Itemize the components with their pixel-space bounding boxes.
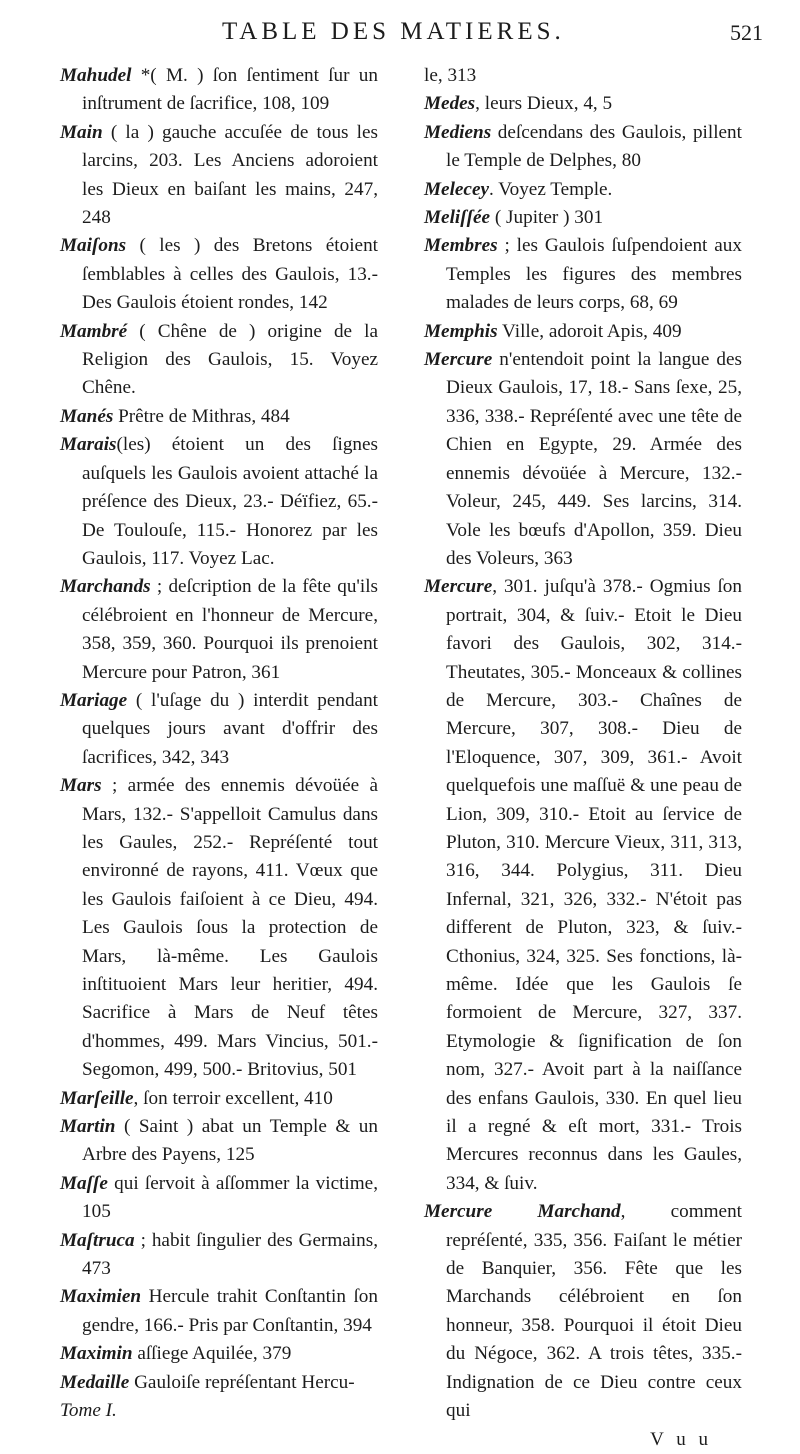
entry-headword: Mars — [60, 775, 102, 797]
entry-headword: Maiſons — [60, 235, 127, 257]
signature-mark: V u u — [650, 1428, 712, 1450]
index-entry — [60, 403, 378, 431]
index-entry — [424, 90, 742, 118]
entry-headword: Mercure Marchand — [424, 1201, 621, 1223]
entry-text: Hercule trahit Conſtantin ſon gendre, 166.- Pris par Conſtantin, 394 — [82, 1286, 378, 1336]
index-entry — [60, 1283, 378, 1340]
index-entry — [424, 176, 742, 204]
entry-text: ( Saint ) abat un Temple & un Arbre des Payens, 125 — [82, 1116, 378, 1166]
index-entry — [60, 1170, 378, 1227]
index-entry — [60, 431, 378, 573]
index-entry — [60, 1113, 378, 1170]
page-number: 521 — [730, 20, 763, 45]
index-entry — [60, 119, 378, 233]
entry-headword: Martin — [60, 1116, 116, 1138]
entry-text: ; les Gaulois ſuſpendoient aux Temples les figures des membres malades de leurs corps, 68, 69 — [446, 235, 742, 314]
index-column-right — [424, 62, 742, 1454]
entry-text: aſſiege Aquilée, 379 — [132, 1343, 292, 1365]
entry-text: Prêtre de Mithras, 484 — [113, 405, 290, 427]
index-entry — [60, 1085, 378, 1113]
entry-headword: Memphis — [424, 320, 498, 342]
running-title: TABLE DES MATIERES. — [222, 18, 565, 45]
entry-text: ( Chêne de ) origine de la Religion des Gaulois, 15. Voyez Chêne. — [82, 320, 378, 399]
index-entry — [424, 1198, 742, 1425]
entry-text: ( l'uſage du ) interdit pendant quelques jours avant d'offrir des ſacrifices, 342, 343 — [82, 689, 378, 768]
entry-text: le, 313 — [424, 65, 477, 86]
entry-text: , comment repréſenté, 335, 356. Faiſant le métier de Banquier, 356. Fête que les Marchands célébroient en ſon honneur, 358. Pourquoi il étoit Dieu du Négoce, 362. A trois têtes, 335.- Indignation de ce Dieu contre ceux qui — [446, 1201, 742, 1422]
entry-headword: Melecey — [424, 178, 489, 200]
volume-label: Tome I. — [60, 1400, 117, 1422]
index-column-left — [60, 62, 378, 1426]
entry-headword: Marſeille — [60, 1087, 134, 1109]
index-entry — [60, 573, 378, 687]
entry-text: *( M. ) ſon ſentiment ſur un inſtrument de ſacrifice, 108, 109 — [82, 65, 378, 115]
entry-text: Gauloiſe repréſentant Hercu- — [129, 1371, 355, 1393]
entry-headword: Medes — [424, 93, 476, 115]
index-entry — [424, 232, 742, 317]
entry-headword: Maſtruca — [60, 1229, 135, 1251]
index-entry — [424, 346, 742, 573]
entry-headword: Mambré — [60, 320, 128, 342]
entry-headword: Meliſſée — [424, 207, 491, 229]
entry-headword: Mariage — [60, 689, 128, 711]
index-entry — [60, 318, 378, 403]
entry-text: Ville, adoroit Apis, 409 — [497, 320, 682, 342]
entry-headword: Membres — [424, 235, 498, 257]
entry-headword: Main — [60, 121, 103, 143]
entry-text: , ſon terroir excellent, 410 — [133, 1087, 333, 1109]
index-entry — [424, 62, 742, 90]
entry-headword: Mediens — [424, 121, 492, 143]
entry-text: ( les ) des Bretons étoient ſemblables à celles des Gaulois, 13.- Des Gaulois étoient rondes, 142 — [82, 235, 378, 314]
entry-text: ( la ) gauche accuſée de tous les larcins, 203. Les Anciens adoroient les Dieux en baiſant les mains, 247, 248 — [82, 121, 378, 229]
index-entry — [60, 62, 378, 119]
entry-headword: Mercure — [424, 349, 493, 371]
entry-text: (les) étoient un des ſignes auſquels les Gaulois avoient attaché la préſence des Dieux, 23.- Déïfiez, 65.- De Toulouſe, 115.- Honorez par les Gaulois, 117. Voyez Lac. — [82, 434, 378, 569]
entry-text: , 301. juſqu'à 378.- Ogmius ſon portrait, 304, & ſuiv.- Etoit le Dieu favori des Gaulois, 302, 314.- Theutates, 305.- Monceaux & collines de Mercure, 303.- Chaînes de Mercure, 307, 308.- Dieu de l'Eloquence, 307, 309, 361.- Avoit quelquefois une maſſuë & une peau de Lion, 309, 310.- Etoit au ſervice de Pluton, 310. Mercure Vieux, 311, 313, 316, 344. Polygius, 311. Dieu Infernal, 321, 326, 332.- N'étoit pas different de Pluton, 323, & ſuiv.- Cthonius, 324, 325. Ses fonctions, là-même. Idée que les Gaulois ſe formoient de Mercure, 327, 337. Etymologie & ſignification de ſon nom, 327.- Avoit part à la naiſſance des enfans Gaulois, 330. En quel lieu il a regné & eſt mort, 331.- Trois Mercures reconnus dans les Gaules, 334, & ſuiv. — [446, 576, 742, 1194]
index-entry — [424, 204, 742, 232]
entry-headword: Marais — [60, 434, 117, 456]
entry-headword: Mahudel — [60, 65, 132, 86]
index-entry — [60, 1340, 378, 1368]
index-entry — [424, 119, 742, 176]
entry-text: . Voyez Temple. — [488, 178, 613, 200]
index-entry — [424, 318, 742, 346]
entry-headword: Maſſe — [60, 1172, 108, 1194]
index-entry — [60, 687, 378, 772]
entry-text: qui ſervoit à aſſommer la victime, 105 — [82, 1172, 378, 1223]
entry-headword: Manés — [60, 405, 114, 427]
entry-headword: Mercure — [424, 576, 493, 598]
entry-text: n'entendoit point la langue des Dieux Gaulois, 17, 18.- Sans ſexe, 25, 336, 338.- Repréſenté avec une tête de Chien en Egypte, 29. Armée des ennemis dévoüée à Mercure, 132.- Voleur, 245, 449. Ses larcins, 314. Vole les bœufs d'Apollon, 359. Dieu des Voleurs, 363 — [446, 349, 742, 569]
entry-text: ; deſcription de la fête qu'ils célébroient en l'honneur de Mercure, 358, 359, 360. Pourquoi ils prenoient Mercure pour Patron, 361 — [82, 576, 378, 683]
entry-text: deſcendans des Gaulois, pillent le Temple de Delphes, 80 — [446, 121, 742, 172]
index-entry — [424, 573, 742, 1198]
entry-text: ; armée des ennemis dévoüée à Mars, 132.- S'appelloit Camulus dans les Gaules, 252.- Repréſenté tout environné de rayons, 411. Vœux que les Gaulois faiſoient à ce Dieu, 494. Les Gaulois ſous la protection de Mars, là-même. Les Gaulois inſtituoient Mars leur heritier, 494. Sacrifice à Mars de Neuf têtes d'hommes, 499. Mars Vincius, 501.- Segomon, 499, 500.- Britovius, 501 — [82, 775, 378, 1081]
entry-text: ; habit ſingulier des Germains, 473 — [82, 1229, 378, 1280]
index-entry — [60, 772, 378, 1084]
entry-headword: Maximien — [60, 1286, 142, 1308]
entry-headword: Marchands — [60, 576, 151, 598]
entry-headword: Maximin — [60, 1343, 133, 1365]
index-entry — [60, 232, 378, 317]
entry-text: ( Jupiter ) 301 — [490, 207, 604, 229]
entry-text: , leurs Dieux, 4, 5 — [475, 93, 613, 115]
index-entry — [60, 1369, 378, 1397]
index-entry — [60, 1227, 378, 1284]
entry-headword: Medaille — [60, 1371, 130, 1393]
